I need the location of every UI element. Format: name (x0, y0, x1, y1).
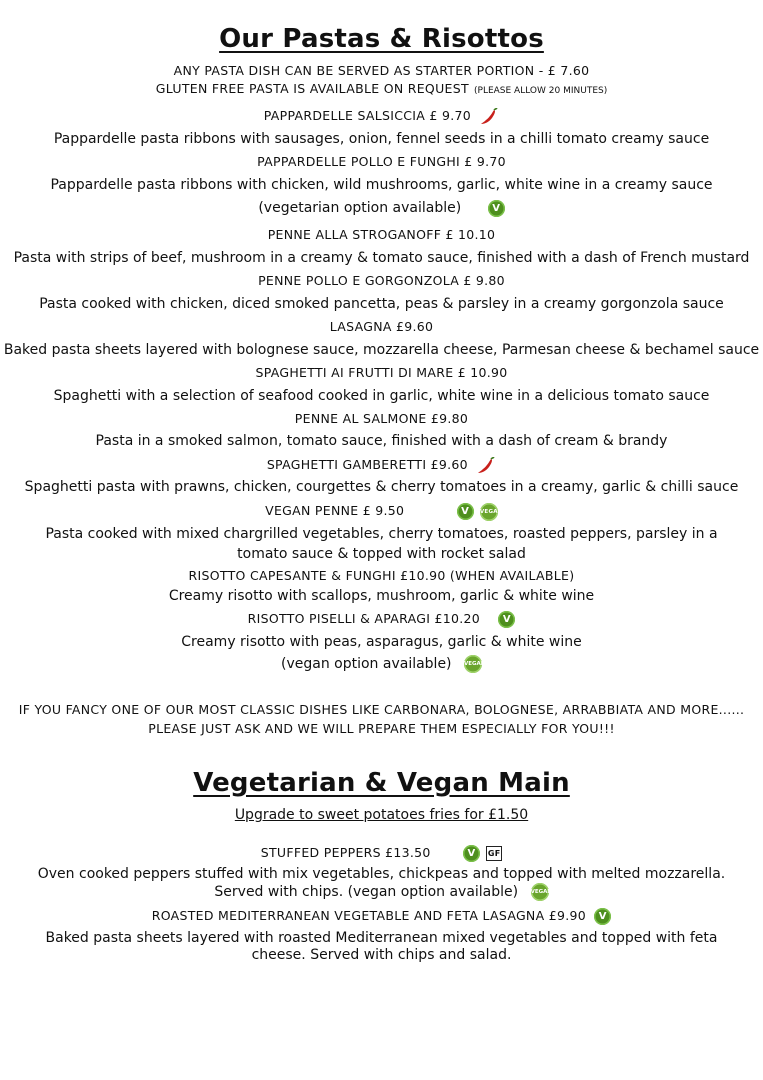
dish-description: Pasta cooked with chicken, diced smoked pancetta, peas & parsley in a creamy gorgonzola sauce (39, 296, 724, 312)
dish-name: PAPPARDELLE POLLO E FUNGHI £ 9.70 (257, 154, 506, 169)
vegetarian-icon: V (498, 611, 515, 628)
dish-name: SPAGHETTI AI FRUTTI DI MARE £ 10.90 (255, 365, 508, 380)
dish-option-text: (vegan option available) (281, 656, 452, 672)
vegetarian-icon: V (457, 503, 474, 520)
gluten-free-icon: GF (486, 846, 502, 861)
veg-section-title (0, 766, 763, 800)
gluten-free-note-small: (PLEASE ALLOW 20 MINUTES) (474, 86, 608, 96)
dish-description: Spaghetti pasta with prawns, chicken, courgettes & cherry tomatoes in a creamy, garlic & chilli sauce (24, 479, 739, 495)
dish-name: PENNE POLLO E GORGONZOLA £ 9.80 (258, 273, 505, 288)
dish-name-text: PAPPARDELLE SALSICCIA £ 9.70 (263, 108, 471, 123)
dish-name (0, 907, 763, 925)
vegan-icon: VEGAN (531, 883, 549, 901)
dish-option-text: (vegetarian option available) (258, 200, 462, 216)
upgrade-note (0, 806, 763, 824)
chilli-icon (479, 108, 499, 126)
classic-dishes-request: PLEASE JUST ASK AND WE WILL PREPARE THEM ESPECIALLY FOR YOU!!! (148, 721, 615, 736)
vegetarian-icon: V (463, 845, 480, 862)
vegan-icon: VEGAN (480, 503, 498, 521)
dish-name: PENNE ALLA STROGANOFF £ 10.10 (267, 227, 496, 242)
starter-portion-note: ANY PASTA DISH CAN BE SERVED AS STARTER PORTION - £ 7.60 (173, 63, 590, 78)
dish-description: Baked pasta sheets layered with roasted Mediterranean mixed vegetables and topped with feta cheese. Served with chips and salad. (45, 930, 718, 963)
dish-name-text: SPAGHETTI GAMBERETTI £9.60 (266, 457, 468, 472)
dish-description: Creamy risotto with peas, asparagus, garlic & white wine (181, 634, 582, 650)
dish-name (0, 107, 763, 126)
vegan-icon: VEGAN (464, 655, 482, 673)
dish-name: RISOTTO CAPESANTE & FUNGHI £10.90 (WHEN AVAILABLE) (188, 568, 575, 583)
dish-name: PENNE AL SALMONE £9.80 (294, 411, 469, 426)
dish-name (0, 456, 763, 475)
dish-description: Spaghetti with a selection of seafood cooked in garlic, white wine in a delicious tomato sauce (53, 388, 710, 404)
dish-name (0, 610, 763, 628)
dish-name-text: VEGAN PENNE £ 9.50 (265, 503, 405, 518)
dish-description: Creamy risotto with scallops, mushroom, garlic & white wine (168, 588, 595, 604)
vegetarian-icon: V (488, 200, 505, 217)
dish-description: Pappardelle pasta ribbons with sausages, onion, fennel seeds in a chilli tomato creamy sauce (53, 131, 710, 147)
dish-description-text: Oven cooked peppers stuffed with mix vegetables, chickpeas and topped with melted mozzarella. Served with chips. (vegan option available) (37, 866, 726, 900)
upgrade-note-text: Upgrade to sweet potatoes fries for £1.50 (234, 807, 529, 823)
pastas-section-title (0, 22, 763, 56)
dish-name-text: STUFFED PEPPERS £13.50 (260, 845, 431, 860)
dish-option (0, 199, 763, 217)
dish-description (28, 866, 735, 901)
gluten-free-note (0, 79, 763, 100)
dish-description: Pasta with strips of beef, mushroom in a creamy & tomato sauce, finished with a dash of French mustard (13, 250, 750, 266)
classic-dishes-note: IF YOU FANCY ONE OF OUR MOST CLASSIC DISHES LIKE CARBONARA, BOLOGNESE, ARRABBIATA AND MORE...... (18, 702, 745, 717)
dish-description: Pasta in a smoked salmon, tomato sauce, finished with a dash of cream & brandy (95, 433, 668, 449)
veg-title: Vegetarian & Vegan Main (193, 768, 570, 798)
dish-name-text: ROASTED MEDITERRANEAN VEGETABLE AND FETA LASAGNA £9.90 (151, 908, 586, 923)
dish-description: Pasta cooked with mixed chargrilled vegetables, cherry tomatoes, roasted peppers, parsley in a tomato sauce & topped with rocket salad (45, 526, 718, 562)
dish-name-text: RISOTTO PISELLI & APARAGI £10.20 (247, 611, 481, 626)
pastas-title: Our Pastas & Risottos (219, 24, 544, 54)
gluten-free-note-main: GLUTEN FREE PASTA IS AVAILABLE ON REQUEST (155, 81, 469, 96)
dish-name (0, 844, 763, 862)
dish-description: Baked pasta sheets layered with bolognese sauce, mozzarella cheese, Parmesan cheese & bechamel sauce (3, 342, 760, 358)
dish-description: Pappardelle pasta ribbons with chicken, wild mushrooms, garlic, white wine in a creamy sauce (50, 177, 713, 193)
chilli-icon (476, 457, 496, 475)
dish-name (0, 502, 763, 521)
dish-name: LASAGNA £9.60 (329, 319, 434, 334)
dish-option (0, 655, 763, 673)
vegetarian-icon: V (594, 908, 611, 925)
